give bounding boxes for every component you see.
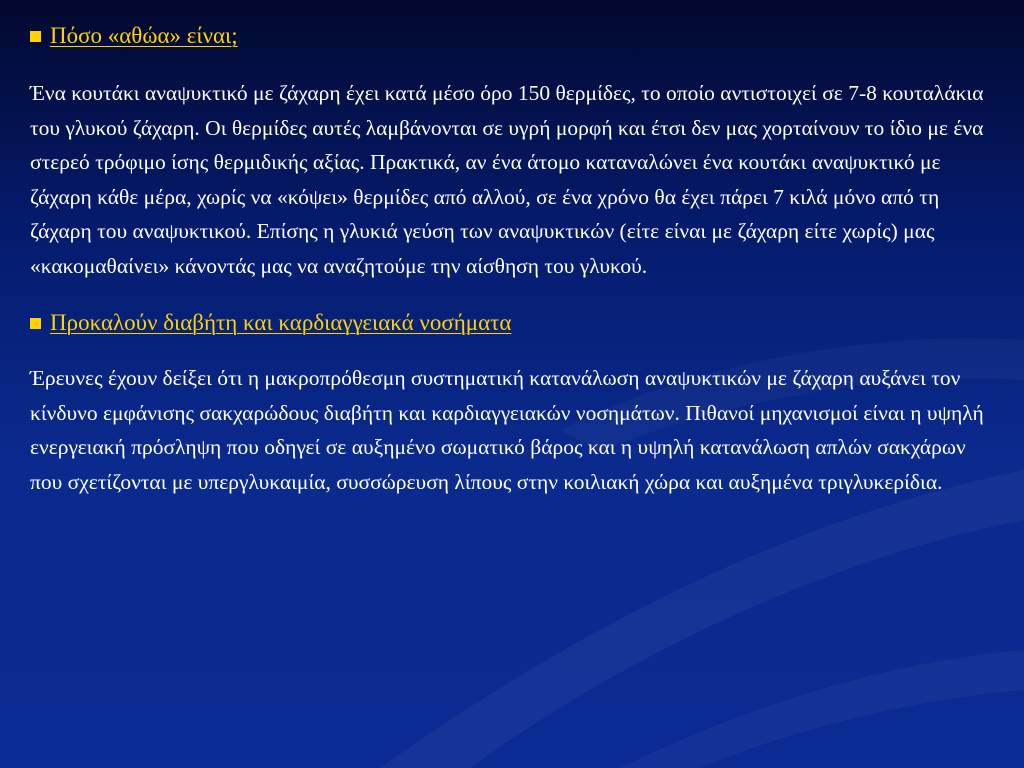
heading-text: Προκαλούν διαβήτη και καρδιαγγειακά νοσήματα <box>50 310 512 335</box>
square-bullet-icon <box>30 31 41 42</box>
paragraph-calories: Ένα κουτάκι αναψυκτικό με ζάχαρη έχει κατά μέσο όρο 150 θερμίδες, το οποίο αντιστοιχεί σε 7-8 κουταλάκια του γλυκού ζάχαρη. Οι θερμίδες αυτές λαμβάνονται σε υγρή μορφή και έτσι δεν μας χορταίνουν το ίδιο με ένα στερεό τρόφιμο ίσης θερμιδικής αξίας. Πρακτικά, αν ένα άτομο καταναλώνει ένα κουτάκι αναψυκτικό με ζάχαρη κάθε μέρα, χωρίς να «κόψει» θερμίδες από αλλού, σε ένα χρόνο θα έχει πάρει 7 κιλά μόνο από τη ζάχαρη του αναψυκτικού. Επίσης η γλυκιά γεύση των αναψυκτικών (είτε είναι με ζάχαρη είτε χωρίς) μας «κακομαθαίνει» κάνοντάς μας να αναζητούμε την αίσθηση του γλυκού. <box>30 81 984 278</box>
heading-text: Πόσο «αθώα» είναι; <box>50 23 238 48</box>
square-bullet-icon <box>30 318 41 329</box>
section-heading-innocent <box>30 18 990 54</box>
paragraph-research: Έρευνες έχουν δείξει ότι η μακροπρόθεσμη συστηματική κατανάλωση αναψυκτικών με ζάχαρη αυξάνει τον κίνδυνο εμφάνισης σακχαρώδους διαβήτη και καρδιαγγειακών νοσημάτων. Πιθανοί μηχανισμοί είναι η υψηλή ενεργειακή πρόσληψη που οδηγεί σε αυξημένο σωματικό βάρος και η υψηλή κατανάλωση απλών σακχάρων που σχετίζονται με υπεργλυκαιμία, συσσώρευση λίπους στην κοιλιακή χώρα και αυξημένα τριγλυκερίδια. <box>30 366 984 494</box>
section-heading-diabetes <box>30 305 990 341</box>
slide-content <box>30 18 990 499</box>
